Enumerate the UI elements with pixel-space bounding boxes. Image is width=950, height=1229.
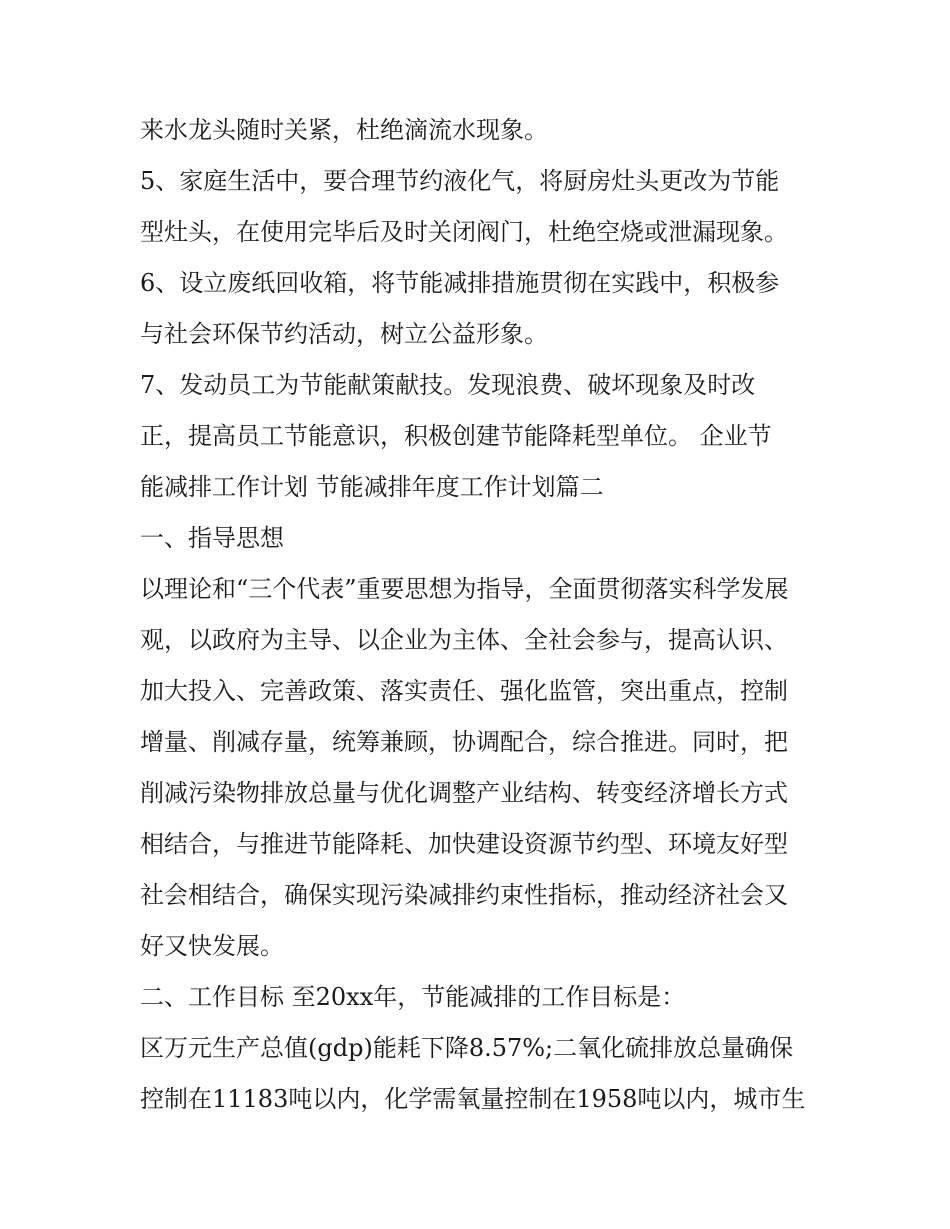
text-line: 能减排工作计划 节能减排年度工作计划篇二 — [140, 473, 604, 501]
text-line: 型灶头，在使用完毕后及时关闭阀门，杜绝空烧或泄漏现象。 — [140, 218, 788, 246]
text-line: 加大投入、完善政策、落实责任、强化监管，突出重点，控制 — [140, 677, 788, 705]
text-line: 区万元生产总值(gdp)能耗下降8.57%;二氧化硫排放总量确保 — [140, 1034, 794, 1062]
text-line: 6、设立废纸回收箱，将节能减排措施贯彻在实践中，积极参 — [140, 269, 780, 297]
section-heading: 一、指导思想 — [140, 524, 284, 552]
section-heading: 二、工作目标 至20xx年，节能减排的工作目标是： — [140, 983, 686, 1011]
text-line: 7、发动员工为节能献策献技。发现浪费、破坏现象及时改 — [140, 371, 756, 399]
text-line: 削减污染物排放总量与优化调整产业结构、转变经济增长方式 — [140, 779, 788, 807]
text-line: 社会相结合，确保实现污染减排约束性指标，推动经济社会又 — [140, 881, 788, 909]
text-line: 观，以政府为主导、以企业为主体、全社会参与，提高认识、 — [140, 626, 788, 654]
text-line: 5、家庭生活中，要合理节约液化气，将厨房灶头更改为节能 — [140, 167, 780, 195]
text-line: 与社会环保节约活动，树立公益形象。 — [140, 320, 548, 348]
text-line: 以理论和“三个代表”重要思想为指导，全面贯彻落实科学发展 — [140, 575, 789, 603]
text-line: 增量、削减存量，统筹兼顾，协调配合，综合推进。同时，把 — [140, 728, 788, 756]
text-line: 相结合，与推进节能降耗、加快建设资源节约型、环境友好型 — [140, 830, 788, 858]
text-line: 好又快发展。 — [140, 932, 284, 960]
document-body — [140, 105, 820, 1125]
text-line: 控制在11183吨以内，化学需氧量控制在1958吨以内，城市生 — [140, 1085, 806, 1113]
text-line: 来水龙头随时关紧，杜绝滴流水现象。 — [140, 116, 548, 144]
text-line: 正，提高员工节能意识，积极创建节能降耗型单位。 企业节 — [140, 422, 772, 450]
